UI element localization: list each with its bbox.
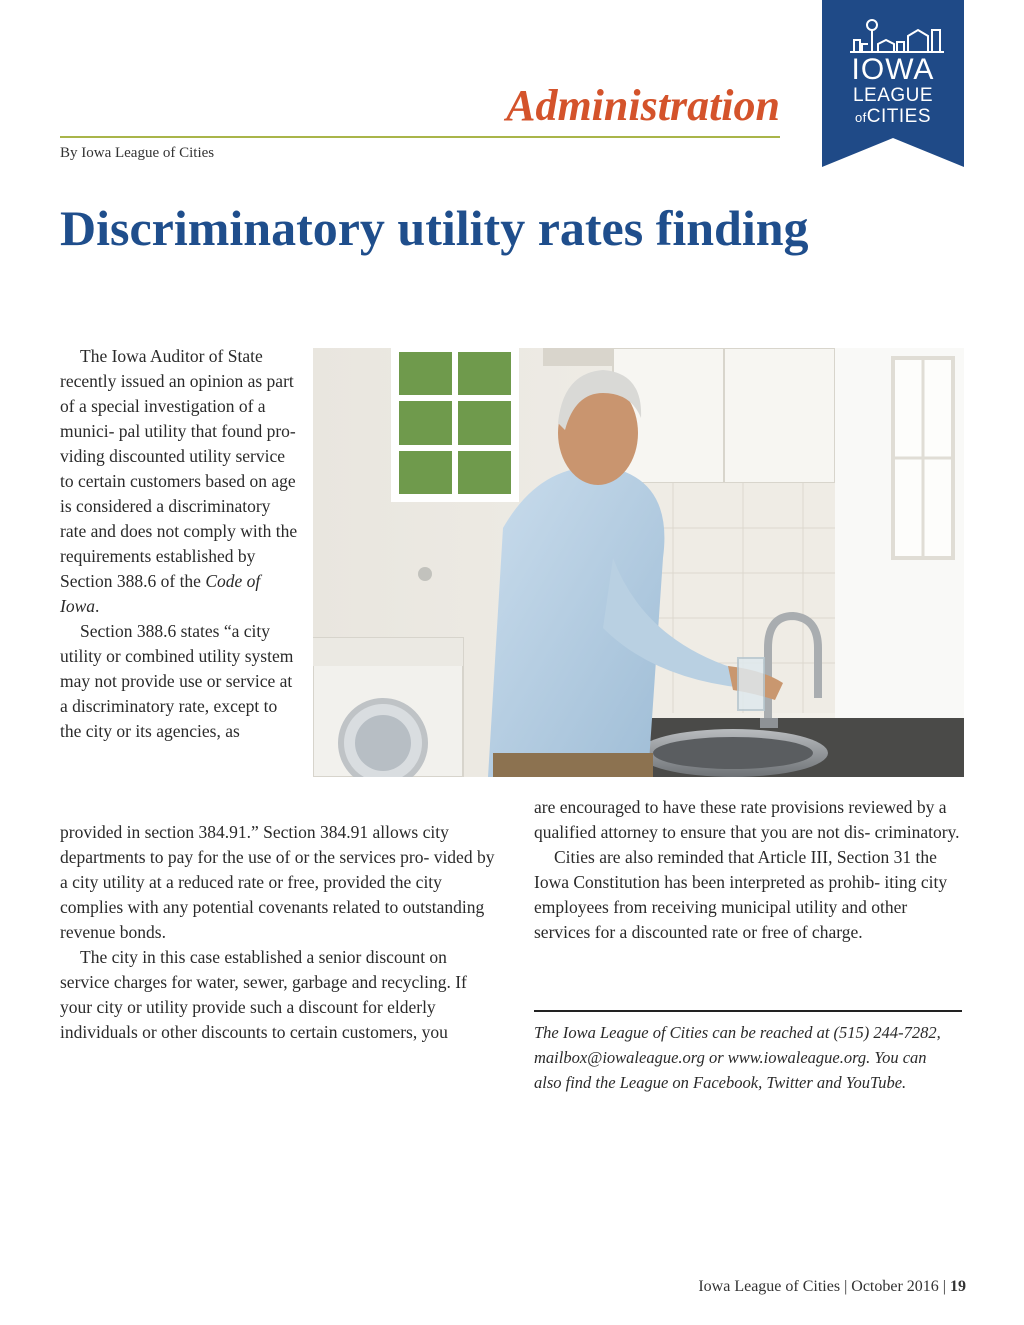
article-column-right — [534, 795, 964, 945]
iowa-league-logo — [822, 0, 964, 167]
section-title: Administration — [506, 81, 780, 130]
article-headline: Discriminatory utility rates finding — [60, 200, 809, 256]
paragraph-1-end: . — [95, 596, 100, 616]
paragraph-3-cont: are encouraged to have these rate provisions reviewed by a qualified attorney to ensure that you are not dis- criminatory. — [534, 797, 960, 842]
paragraph-1 — [60, 344, 300, 619]
footer-separator: | — [844, 1278, 848, 1295]
paragraph-1-text: The Iowa Auditor of State recently issued an opinion as part of a special investigation of a munici- pal utility that found pro- viding discounted utility service to certain customers based on age is considered a discriminatory rate and does not comply with the requirements established by Section 388.6 of the — [60, 346, 298, 591]
contact-note: The Iowa League of Cities can be reached at (515) 244-7282, mailbox@iowaleague.org or www.iowaleague.org. You can also find the League on Facebook, Twitter and YouTube. — [534, 1023, 941, 1092]
page-number: 19 — [950, 1278, 966, 1295]
page-footer — [698, 1276, 966, 1298]
article-column-narrow — [60, 344, 300, 744]
paragraph-2-cont: provided in section 384.91.” Section 384.91 allows city departments to pay for the use of or the services pro- vided by a city utility at a reduced rate or free, provided the city complies with any potential covenants related to outstanding revenue bonds. — [60, 822, 495, 942]
note-rule — [534, 1010, 962, 1012]
paragraph-4: Cities are also reminded that Article III, Section 31 the Iowa Constitution has been interpreted as prohib- iting city employees from receiving municipal utility and other services for a discounted rate or free of charge. — [534, 847, 948, 942]
footer-separator: | — [942, 1278, 946, 1295]
article-column-left — [60, 820, 500, 1045]
paragraph-3: The city in this case established a senior discount on service charges for water, sewer, garbage and recycling. If your city or utility provide such a discount for elderly individuals or other discounts to certain customers, you — [60, 947, 467, 1042]
byline: By Iowa League of Cities — [60, 145, 215, 161]
logo-cities-word: CITIES — [866, 106, 932, 127]
article-photo — [313, 348, 964, 777]
header-rule — [60, 136, 780, 138]
code-of-iowa-citation: Code of Iowa — [60, 571, 261, 616]
footer-issue: October 2016 — [851, 1278, 939, 1295]
logo-of-text: of — [854, 110, 867, 125]
logo-iowa-text: IOWA — [851, 53, 935, 86]
kitchen-sink-photo-icon — [313, 348, 964, 777]
logo-cities-text — [822, 107, 964, 128]
paragraph-2-start: Section 388.6 states “a city utility or combined utility system may not provide use or service at a discriminatory rate, except to the city or its agencies, as — [60, 621, 294, 741]
logo-league-text: LEAGUE — [852, 85, 934, 106]
footer-publication: Iowa League of Cities — [698, 1278, 841, 1295]
